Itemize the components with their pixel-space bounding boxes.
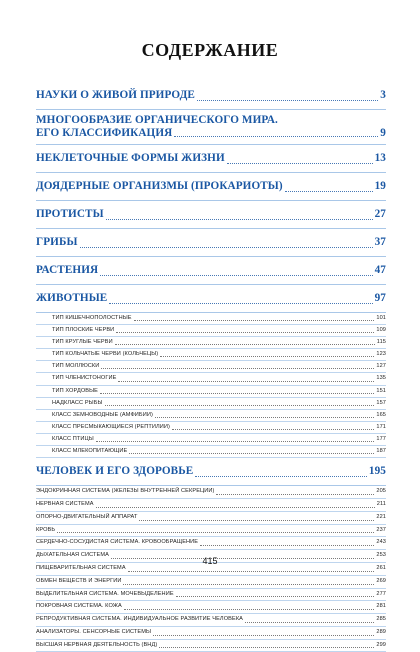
section-title: ГРИБЫ [36,236,78,248]
section-title: ДОЯДЕРНЫЕ ОРГАНИЗМЫ (ПРОКАРИОТЫ) [36,180,283,192]
subsection-title: ТИП КИШЕЧНОПОЛОСТНЫЕ [52,315,132,321]
subsection-page: 115 [376,339,386,346]
dot-leader [106,219,373,220]
subsection-page: 151 [376,387,386,394]
dot-leader [129,453,374,454]
subsection-page: 109 [376,327,386,334]
subsection-title: КЛАСС ЗЕМНОВОДНЫЕ (АМФИБИИ) [52,411,153,418]
subsection-page: 237 [376,526,386,533]
dot-leader [101,368,374,369]
toc-section[interactable] [36,173,386,201]
section-title: РАСТЕНИЯ [36,264,99,276]
dot-leader [115,344,375,345]
subsection-title: ТИП ЧЛЕНИСТОНОГИЕ [52,375,117,382]
section-page: 13 [374,152,386,164]
page-title: СОДЕРЖАНИЕ [141,40,279,60]
subsection-title: ДЫХАТЕЛЬНАЯ СИСТЕМА [36,552,109,559]
toc-section[interactable] [36,110,386,145]
dot-leader [118,381,374,382]
subsection-title: ПОКРОВНАЯ СИСТЕМА. КОЖА [36,603,122,610]
section-title: НЕКЛЕТОЧНЫЕ ФОРМЫ ЖИЗНИ [36,152,225,164]
dot-leader [96,441,375,442]
toc-section[interactable] [36,145,386,173]
toc-subsection[interactable] [36,640,386,652]
toc-section[interactable] [36,257,386,285]
page-number: 415 [202,556,218,566]
subsection-title: РЕПРОДУКТИВНАЯ СИСТЕМА. ИНДИВИДУАЛЬНОЕ РАЗВИТИЕ ЧЕЛОВЕКА [36,616,244,623]
dot-leader [100,275,372,276]
dot-leader [96,507,375,508]
subsection-title: КЛАСС ПТИЦЫ [52,435,94,442]
dot-leader [153,635,374,636]
subsection-page: 277 [376,590,386,597]
subsection-title: ОБМЕН ВЕЩЕСТВ И ЭНЕРГИИ [36,577,122,584]
subsection-page: 285 [376,616,386,623]
toc-section[interactable] [36,285,386,313]
subsection-page: 177 [376,435,386,442]
dot-leader [200,545,374,546]
section-page: 27 [374,208,386,220]
subsection-page: 127 [376,363,386,370]
subsection-page: 281 [376,603,386,610]
dot-leader [134,320,375,321]
section-page: 97 [374,292,386,304]
dot-leader [285,191,373,192]
subsection-title: ТИП ПЛОСКИЕ ЧЕРВИ [52,327,115,334]
toc-subsection[interactable] [36,446,386,458]
dot-leader [116,332,374,333]
subsection-title: ПИЩЕВАРИТЕЛЬНАЯ СИСТЕМА [36,564,126,571]
dot-leader [128,571,375,572]
dot-leader [100,393,374,394]
dot-leader [105,405,375,406]
subsection-title: СЕРДЕЧНО-СОСУДИСТАЯ СИСТЕМА. КРОВООБРАЩЕНИЕ [36,539,199,546]
subsection-list [36,486,386,652]
dot-leader [160,356,374,357]
subsection-page: 253 [376,552,386,559]
subsection-title: КРОВЬ [36,526,56,533]
dot-leader [80,247,373,248]
toc-section[interactable] [36,82,386,110]
section-page: 3 [380,89,386,101]
section-page: 37 [374,236,386,248]
subsection-page: 269 [376,577,386,584]
dot-leader [155,417,374,418]
subsection-page: 205 [376,488,386,495]
subsection-title: ТИП КРУГЛЫЕ ЧЕРВИ [52,339,113,346]
subsection-page: 261 [376,564,386,571]
dot-leader [176,596,375,597]
subsection-page: 243 [376,539,386,546]
subsection-page: 157 [376,399,386,406]
subsection-page: 289 [376,628,386,635]
toc-section[interactable] [36,458,386,486]
subsection-title: АНАЛИЗАТОРЫ. СЕНСОРНЫЕ СИСТЕМЫ [36,628,152,635]
subsection-title: ТИП ХОРДОВЫЕ [52,387,99,394]
subsection-title: ОПОРНО-ДВИГАТЕЛЬНЫЙ АППАРАТ [36,513,138,520]
section-title: НАУКИ О ЖИВОЙ ПРИРОДЕ [36,89,195,101]
subsection-title: ТИП МОЛЛЮСКИ [52,363,100,370]
subsection-page: 299 [376,641,386,648]
subsection-page: 165 [376,411,386,418]
dot-leader [245,622,374,623]
dot-leader [174,136,378,137]
subsection-title: ТИП КОЛЬЧАТЫЕ ЧЕРВИ (КОЛЬЧЕЦЫ) [52,351,159,358]
toc-section[interactable] [36,229,386,257]
subsection-page: 187 [376,448,386,455]
dot-leader [57,532,374,533]
subsection-page: 221 [376,513,386,520]
section-title: ЖИВОТНЫЕ [36,292,108,304]
dot-leader [123,584,374,585]
subsection-title: ВЫСШАЯ НЕРВНАЯ ДЕЯТЕЛЬНОСТЬ (ВНД) [36,641,158,648]
subsection-title: КЛАСС ПРЕСМЫКАЮЩИЕСЯ (РЕПТИЛИИ) [52,423,170,430]
section-title: ПРОТИСТЫ [36,208,104,220]
dot-leader [195,476,367,477]
subsection-title: НЕРВНАЯ СИСТЕМА [36,500,94,507]
section-title-line2: ЕГО КЛАССИФИКАЦИЯ [36,127,173,139]
dot-leader [197,100,378,101]
dot-leader [139,520,374,521]
subsection-page: 171 [376,423,386,430]
dot-leader [216,494,374,495]
toc-section[interactable] [36,201,386,229]
subsection-list [36,313,386,458]
dot-leader [159,647,374,648]
subsection-page: 211 [376,500,386,507]
dot-leader [124,609,374,610]
toc-subsection[interactable] [36,512,386,525]
dot-leader [109,303,372,304]
section-title: ЧЕЛОВЕК И ЕГО ЗДОРОВЬЕ [36,465,194,478]
section-page: 47 [374,264,386,276]
section-page: 19 [374,180,386,192]
subsection-page: 123 [376,351,386,358]
dot-leader [227,163,373,164]
subsection-title: ВЫДЕЛИТЕЛЬНАЯ СИСТЕМА. МОЧЕВЫДЕЛЕНИЕ [36,590,174,597]
subsection-title: НАДКЛАСС РЫБЫ [52,399,103,406]
dot-leader [172,429,374,430]
table-of-contents [36,82,386,652]
section-page: 195 [368,465,386,478]
subsection-title: ЭНДОКРИННАЯ СИСТЕМА (ЖЕЛЕЗЫ ВНУТРЕННЕЙ СЕКРЕЦИИ) [36,488,215,495]
section-title-line1: МНОГООБРАЗИЕ ОРГАНИЧЕСКОГО МИРА. [36,114,278,126]
subsection-title: КЛАСС МЛЕКОПИТАЮЩИЕ [52,448,128,455]
subsection-page: 135 [376,375,386,382]
section-page: 9 [380,127,386,139]
subsection-page: 101 [376,315,386,321]
